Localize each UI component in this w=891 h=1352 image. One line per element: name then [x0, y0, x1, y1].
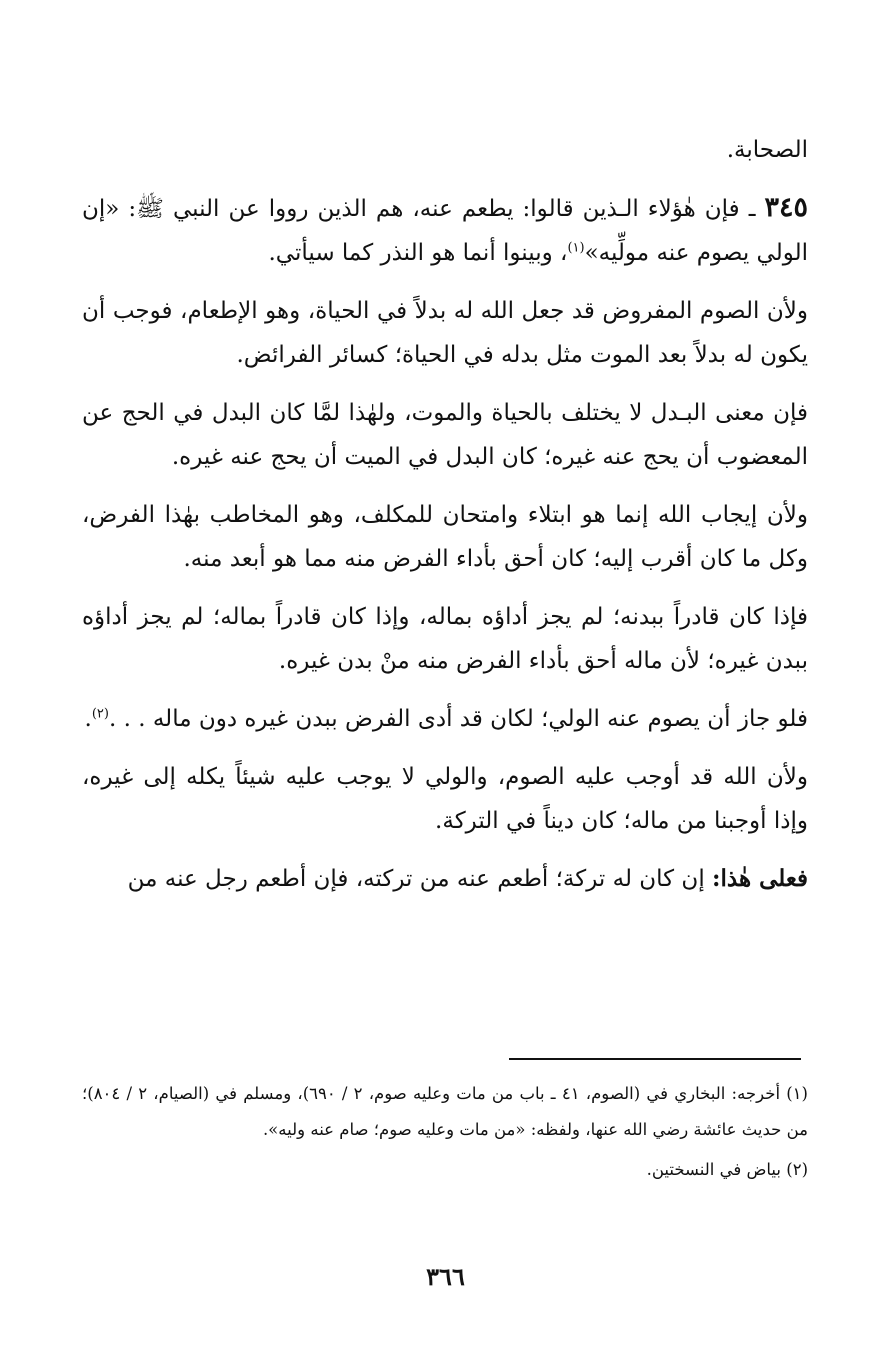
paragraph-final-lead: فعلى هٰذا: — [712, 865, 808, 892]
paragraph-final — [82, 857, 808, 901]
paragraph-number: ٣٤٥ — [764, 192, 808, 223]
footnotes — [82, 1076, 808, 1192]
paragraph-345 — [82, 186, 808, 275]
main-text — [82, 128, 808, 915]
paragraph-wajib: ولأن الله قد أوجب عليه الصوم، والولي لا يوجب عليه شيئاً يكله إلى غيره، وإذا أوجبنا من ماله؛ كان ديناً في التركة. — [82, 764, 808, 834]
paragraph-intro: الصحابة. — [726, 137, 808, 163]
paragraph-fasting-substitute: ولأن الصوم المفروض قد جعل الله له بدلاً في الحياة، وهو الإطعام، فوجب أن يكون له بدلاً بعد الموت مثل بدله في الحياة؛ كسائر الفرائض. — [82, 298, 808, 368]
paragraph-obligation: ولأن إيجاب الله إنما هو ابتلاء وامتحان للمكلف، وهو المخاطب بهٰذا الفرض، وكل ما كان أقرب إليه؛ كان أحق بأداء الفرض منه مما هو أبعد منه. — [82, 502, 808, 572]
paragraph-meaning-substitute: فإن معنى البـدل لا يختلف بالحياة والموت، ولهٰذا لمَّا كان البدل في الحج عن المعضوب أن يحج عنه غيره؛ كان البدل في الميت أن يحج عنه غيره. — [82, 400, 808, 470]
paragraph-dash: ـ — [739, 196, 765, 222]
paragraph-capability: فإذا كان قادراً ببدنه؛ لم يجز أداؤه بماله، وإذا كان قادراً بماله؛ لم يجز أداؤه ببدن غيره؛ لأن ماله أحق بأداء الفرض منه منْ بدن غيره. — [82, 604, 808, 674]
paragraph-final-text: إن كان له تركة؛ أطعم عنه من تركته، فإن أطعم رجل عنه من — [127, 866, 713, 892]
paragraph-345-text: فإن هٰؤلاء الـذين قالوا: يطعم عنه، هم الذين رووا عن النبي ﷺ: «إن الولي يصوم عنه مولِّيه» — [82, 196, 808, 266]
page-number: ٣٦٦ — [426, 1262, 465, 1291]
footnote-2: (٢) بياض في النسختين. — [646, 1160, 808, 1179]
paragraph-345-tail: ، وبينوا أنما هو النذر كما سيأتي. — [268, 240, 568, 266]
footnote-1: (١) أخرجه: البخاري في (الصوم، ٤١ ـ باب من مات وعليه صوم، ٢ / ٦٩٠)، ومسلم في (الصيام، ٢ / ٨٠٤)؛ من حديث عائشة رضي الله عنها، ولفظه: «من مات وعليه صوم؛ صام عنه وليه». — [82, 1084, 808, 1139]
footnote-ref-2[interactable]: (٢) — [91, 706, 109, 722]
paragraph-gap-tail: . — [84, 706, 92, 732]
paragraph-gap-text: فلو جاز أن يصوم عنه الولي؛ لكان قد أدى الفرض ببدن غيره دون ماله . . . — [108, 706, 808, 732]
footnote-ref-1[interactable]: (١) — [567, 240, 585, 256]
paragraph-gap — [82, 697, 808, 741]
footnote-divider — [509, 1058, 801, 1060]
